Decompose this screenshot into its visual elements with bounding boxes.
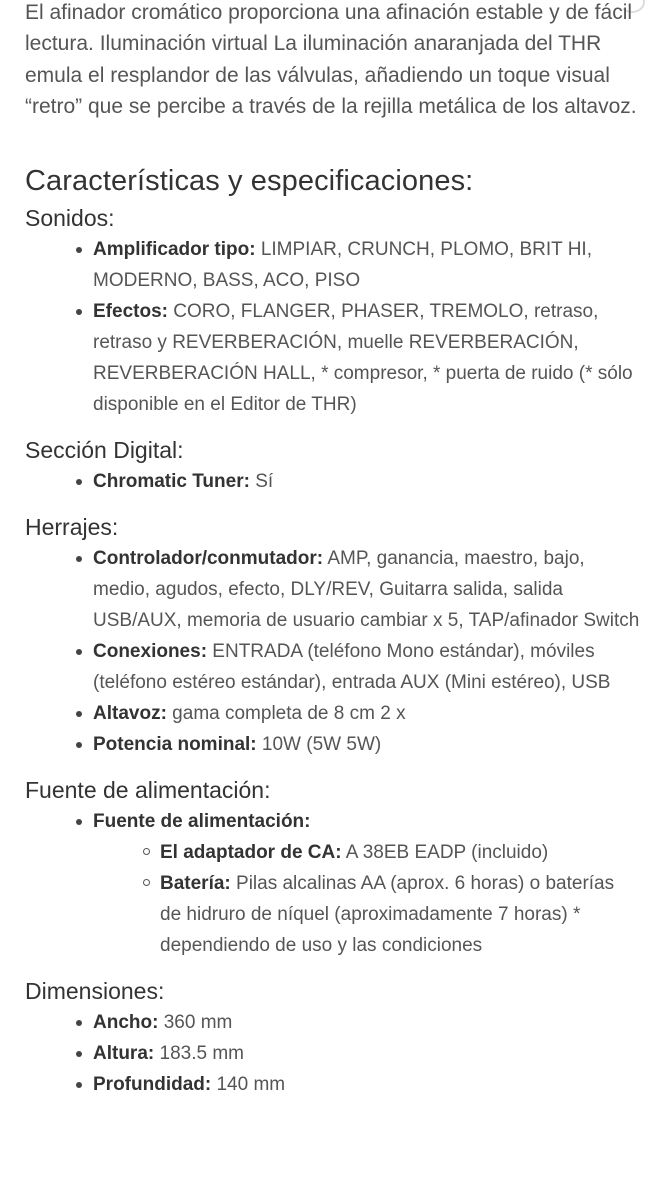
spec-key: Amplificador tipo: — [93, 239, 256, 261]
spec-value: AMP, ganancia, maestro, bajo, medio, agudos, efecto, DLY/REV, Guitarra salida, salida USB/AUX, memoria de usuario cambiar x 5, TAP/afinador Switch — [93, 548, 640, 632]
spec-altura — [93, 1038, 640, 1069]
spec-key: Altavoz: — [93, 703, 167, 725]
spec-key: Fuente de alimentación: — [93, 811, 311, 833]
spec-value: 140 mm — [211, 1074, 286, 1096]
spec-bateria — [160, 868, 640, 961]
alimentacion-sub-list — [93, 837, 640, 961]
spec-controlador — [93, 543, 640, 636]
spec-value: CORO, FLANGER, PHASER, TREMOLO, retraso, retraso y REVERBERACIÓN, muelle REVERBERACIÓN, REVERBERACIÓN HALL, * compresor, * puerta de ruido (* sólo disponible en el Editor de THR) — [93, 301, 633, 416]
spec-key: Altura: — [93, 1043, 155, 1065]
spec-conexiones — [93, 636, 640, 698]
digital-list — [25, 466, 640, 497]
spec-value: 360 mm — [158, 1012, 233, 1034]
herrajes-heading: Herrajes: — [25, 514, 119, 541]
spec-profundidad — [93, 1069, 640, 1100]
spec-value: Pilas alcalinas AA (aprox. 6 horas) o baterías de hidruro de níquel (aproximadamente 7 horas) * dependiendo de uso y las condiciones — [160, 873, 615, 957]
spec-value: 10W (5W 5W) — [256, 734, 382, 756]
spec-value: Sí — [249, 471, 274, 493]
spec-amplificador-tipo — [93, 234, 640, 296]
digital-heading: Sección Digital: — [25, 437, 184, 464]
spec-fuente-alimentacion — [93, 806, 640, 961]
product-description — [25, 0, 640, 1100]
spec-potencia-nominal — [93, 729, 640, 760]
spec-key: Batería: — [160, 873, 231, 895]
herrajes-list — [25, 543, 640, 760]
spec-key: Ancho: — [93, 1012, 159, 1034]
sonidos-list — [25, 234, 640, 420]
spec-key: Profundidad: — [93, 1074, 212, 1096]
spec-adaptador-ca — [160, 837, 640, 868]
spec-key: Efectos: — [93, 301, 168, 323]
alimentacion-list — [25, 806, 640, 961]
spec-efectos — [93, 296, 640, 420]
spec-value: ENTRADA (teléfono Mono estándar), móviles (teléfono estéreo estándar), entrada AUX (Mini estéreo), USB — [93, 641, 611, 694]
spec-key: Conexiones: — [93, 641, 208, 663]
spec-key: Controlador/conmutador: — [93, 548, 324, 570]
spec-value: LIMPIAR, CRUNCH, PLOMO, BRIT HI, MODERNO, BASS, ACO, PISO — [93, 239, 592, 292]
spec-altavoz — [93, 698, 640, 729]
spec-value: gama completa de 8 cm 2 x — [166, 703, 406, 725]
intro-paragraph: El afinador cromático proporciona una afinación estable y de fácil lectura. Iluminación virtual La iluminación anaranjada del THR emula el resplandor de las válvulas, añadiendo un toque visual “retro” que se percibe a través de la rejilla metálica de los altavoz. — [25, 1, 637, 118]
spec-key: Potencia nominal: — [93, 734, 257, 756]
dimensiones-list — [25, 1007, 640, 1100]
spec-value: 183.5 mm — [154, 1043, 244, 1065]
spec-key: El adaptador de CA: — [160, 842, 342, 864]
sonidos-heading: Sonidos: — [25, 205, 115, 232]
specs-section-title: Características y especificaciones: — [25, 165, 474, 198]
alimentacion-heading: Fuente de alimentación: — [25, 777, 271, 804]
spec-value: A 38EB EADP (incluido) — [341, 842, 549, 864]
spec-key: Chromatic Tuner: — [93, 471, 250, 493]
spec-ancho — [93, 1007, 640, 1038]
dimensiones-heading: Dimensiones: — [25, 978, 165, 1005]
spec-chromatic-tuner — [93, 466, 640, 497]
